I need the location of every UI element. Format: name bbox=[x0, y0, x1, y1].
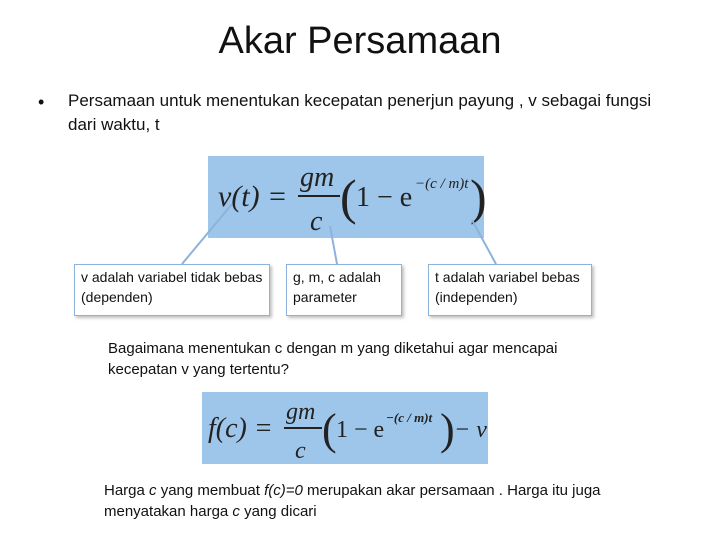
eq1-lhs: v(t) = bbox=[218, 180, 288, 213]
answer-part3: merupakan akar persamaan . Harga itu juga menyatakan harga bbox=[104, 482, 601, 520]
eq2-paren-open: ( bbox=[322, 405, 337, 454]
eq1-denominator: c bbox=[310, 206, 323, 237]
answer-var-c2: c bbox=[232, 503, 240, 520]
eq1-paren-close: ) bbox=[470, 169, 487, 225]
answer-var-c1: c bbox=[149, 482, 157, 499]
eq1-paren-open: ( bbox=[340, 169, 357, 225]
eq2-numerator: gm bbox=[286, 399, 316, 425]
callout-parameters: g, m, c adalah parameter bbox=[286, 264, 402, 316]
answer-part2: yang membuat bbox=[156, 482, 265, 499]
connector-t bbox=[472, 220, 496, 264]
answer-part4: yang dicari bbox=[239, 503, 317, 520]
callout-v-dependent: v adalah variabel tidak bebas (dependen) bbox=[74, 264, 270, 316]
slide-title: Akar Persamaan bbox=[218, 20, 502, 62]
connector-params bbox=[330, 226, 337, 264]
answer-text bbox=[104, 480, 664, 522]
eq2-one-minus-e: 1 − e bbox=[336, 417, 385, 443]
eq2-denominator: c bbox=[295, 438, 306, 464]
callout-t-independent: t adalah variabel bebas (independen) bbox=[428, 264, 592, 316]
root-function-equation bbox=[202, 392, 488, 464]
eq2-paren-close: ) bbox=[440, 405, 455, 454]
answer-part1: Harga bbox=[104, 482, 150, 499]
eq2-lhs: f(c) = bbox=[208, 413, 273, 444]
answer-fc: f(c)=0 bbox=[264, 482, 303, 499]
eq1-one-minus-e: 1 − e bbox=[356, 182, 413, 213]
connector-v bbox=[182, 204, 232, 264]
bullet-marker: • bbox=[38, 92, 45, 112]
bullet-text: Persamaan untuk menentukan kecepatan penerjun payung , v sebagai fungsi dari waktu, t bbox=[68, 91, 652, 134]
eq2-tail: − v bbox=[454, 417, 487, 443]
eq1-exponent: −(c / m)t bbox=[415, 176, 469, 192]
question-text: Bagaimana menentukan c dengan m yang diketahui agar mencapai kecepatan v yang tertentu? bbox=[108, 340, 558, 378]
eq1-numerator: gm bbox=[300, 162, 335, 193]
eq2-exponent: −(c / m)t bbox=[386, 410, 433, 425]
